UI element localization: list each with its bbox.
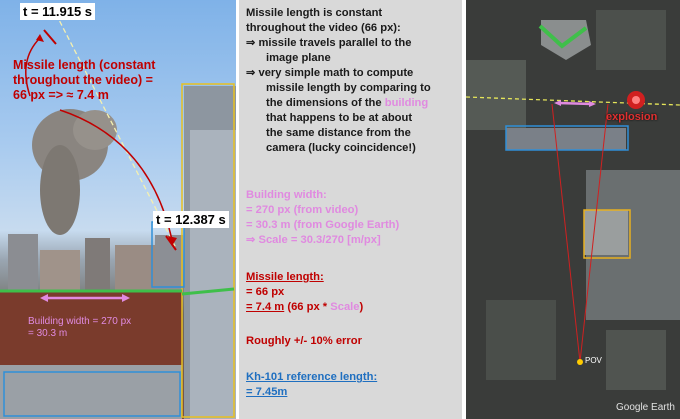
map-block bbox=[466, 60, 526, 130]
map-block bbox=[606, 330, 666, 390]
map-block bbox=[596, 10, 666, 70]
text-line: ⇒ very simple math to compute bbox=[246, 67, 414, 79]
text-line: image plane bbox=[266, 52, 331, 64]
text-line: = 30.3 m (from Google Earth) bbox=[246, 219, 400, 231]
distant-building bbox=[155, 235, 183, 290]
map-credit: Google Earth bbox=[616, 402, 675, 413]
text-line: Missile length is constant bbox=[246, 7, 383, 19]
text-line: camera (lucky coincidence!) bbox=[266, 142, 416, 154]
building-word: building bbox=[384, 97, 429, 109]
text-line bbox=[246, 96, 431, 111]
pov-label: POV bbox=[585, 356, 602, 365]
error-note: Roughly +/- 10% error bbox=[246, 335, 362, 347]
building-width-section bbox=[246, 188, 399, 248]
missile-length-label: Missile length (constant throughout the video) = 66 px => ≈ 7.4 m bbox=[13, 58, 156, 102]
intro-paragraph bbox=[246, 6, 431, 156]
text-line: = 7.45m bbox=[246, 386, 288, 398]
text-line: that happens to be at about bbox=[266, 112, 413, 124]
distant-building bbox=[115, 245, 155, 290]
explosion-core bbox=[632, 96, 640, 104]
map-building bbox=[584, 210, 628, 255]
text-line: ⇒ missile travels parallel to the bbox=[246, 37, 412, 49]
text-span: the dimensions of the bbox=[266, 97, 385, 109]
missile-length-arrow bbox=[558, 103, 592, 104]
text-line: missile length by comparing to bbox=[266, 82, 431, 94]
smoke-puff bbox=[73, 110, 117, 150]
text-span: ) bbox=[359, 301, 364, 313]
distant-building bbox=[8, 234, 38, 290]
distant-building bbox=[85, 238, 110, 290]
smoke-column bbox=[40, 145, 80, 235]
text-line: = 66 px bbox=[246, 286, 285, 298]
timestamp-late: t = 12.387 s bbox=[153, 211, 229, 228]
timestamp-early: t = 11.915 s bbox=[20, 3, 95, 20]
reference-section bbox=[246, 370, 377, 400]
missile-length-section bbox=[246, 270, 363, 315]
section-heading: Missile length: bbox=[246, 271, 324, 283]
explosion-label: explosion bbox=[606, 111, 658, 123]
building-width-label-line1: Building width = 270 px bbox=[28, 316, 132, 327]
section-heading: Building width: bbox=[246, 189, 327, 201]
satellite-map-panel bbox=[466, 0, 680, 419]
text-line: ⇒ Scale = 30.3/270 [m/px] bbox=[246, 234, 381, 246]
missile-mark-early bbox=[44, 30, 56, 44]
map-building bbox=[506, 128, 626, 150]
text-line: = 270 px (from video) bbox=[246, 204, 359, 216]
result-value: = 7.4 m bbox=[246, 301, 285, 313]
text-line: the same distance from the bbox=[266, 127, 411, 139]
building-width-label-line2: = 30.3 m bbox=[28, 328, 68, 339]
pov-marker bbox=[577, 359, 583, 365]
distant-building bbox=[40, 250, 80, 290]
section-heading: Kh-101 reference length: bbox=[246, 371, 378, 383]
text-line: throughout the video (66 px): bbox=[246, 22, 401, 34]
satellite-map bbox=[466, 0, 680, 419]
tall-building-facade bbox=[190, 130, 236, 419]
explanation-panel bbox=[239, 0, 462, 419]
building-width-label bbox=[28, 316, 131, 340]
foreground-low-building bbox=[0, 365, 182, 419]
video-frame-panel bbox=[0, 0, 236, 419]
scale-word: Scale bbox=[330, 301, 360, 313]
text-line bbox=[246, 300, 363, 315]
map-block bbox=[486, 300, 556, 380]
text-span: (66 px * bbox=[284, 301, 331, 313]
